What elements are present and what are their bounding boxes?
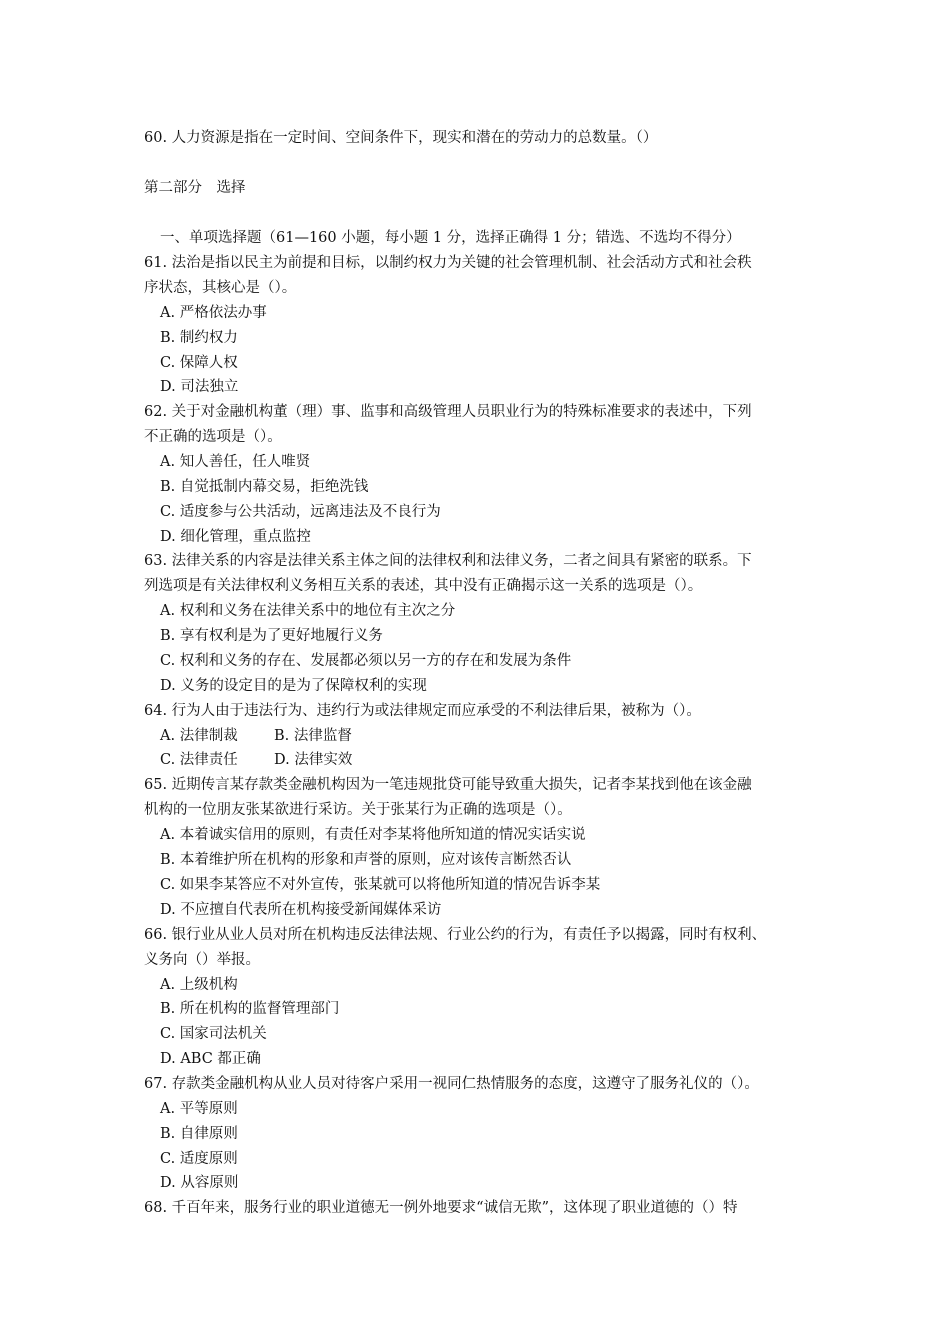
- question-63-option-d: D. 义务的设定目的是为了保障权利的实现: [160, 678, 427, 694]
- question-61-line-2: 序状态，其核心是（）。: [144, 280, 297, 296]
- question-61-option-a: A. 严格依法办事: [160, 305, 267, 321]
- question-67-line-1: 67. 存款类金融机构从业人员对待客户采用一视同仁热情服务的态度，这遵守了服务礼仪的（）。: [144, 1076, 759, 1092]
- question-61-option-b: B. 制约权力: [160, 330, 238, 346]
- question-65-option-b: B. 本着维护所在机构的形象和声誉的原则，应对该传言断然否认: [160, 852, 572, 868]
- question-63-line-1: 63. 法律关系的内容是法律关系主体之间的法律权利和法律义务，二者之间具有紧密的联系。下: [144, 553, 752, 569]
- question-68-line-1: 68. 千百年来，服务行业的职业道德无一例外地要求“诚信无欺”，这体现了职业道德的（）特: [144, 1200, 738, 1216]
- question-61-option-d: D. 司法独立: [160, 379, 239, 395]
- question-66-line-2: 义务向（）举报。: [144, 952, 260, 968]
- question-67-option-a: A. 平等原则: [160, 1101, 238, 1117]
- question-67-option-b: B. 自律原则: [160, 1126, 238, 1142]
- question-63-option-b: B. 享有权利是为了更好地履行义务: [160, 628, 383, 644]
- question-63-option-c: C. 权利和义务的存在、发展都必须以另一方的存在和发展为条件: [160, 653, 572, 669]
- question-64-line-1: 64. 行为人由于违法行为、违约行为或法律规定而应承受的不利法律后果，被称为（）。: [144, 703, 701, 719]
- question-62-option-b: B. 自觉抵制内幕交易，拒绝洗钱: [160, 479, 369, 495]
- question-66-line-1: 66. 银行业从业人员对所在机构违反法律法规、行业公约的行为，有责任予以揭露，同时有权利、: [144, 927, 767, 943]
- question-64-option-b: B. 法律监督: [274, 728, 352, 744]
- question-66-option-a: A. 上级机构: [160, 977, 238, 993]
- section-title: 第二部分 选择: [144, 180, 246, 196]
- question-64-option-d: D. 法律实效: [274, 752, 353, 768]
- question-62-option-c: C. 适度参与公共活动，远离违法及不良行为: [160, 504, 441, 520]
- question-65-option-d: D. 不应擅自代表所在机构接受新闻媒体采访: [160, 902, 442, 918]
- question-67-option-c: C. 适度原则: [160, 1151, 238, 1167]
- question-66-option-b: B. 所在机构的监督管理部门: [160, 1001, 340, 1017]
- question-62-line-2: 不正确的选项是（）。: [144, 429, 282, 445]
- question-64-option-c: C. 法律责任: [160, 752, 238, 768]
- question-62-option-d: D. 细化管理，重点监控: [160, 529, 311, 545]
- question-65-option-c: C. 如果李某答应不对外宣传，张某就可以将他所知道的情况告诉李某: [160, 877, 601, 893]
- question-62-line-1: 62. 关于对金融机构董（理）事、监事和高级管理人员职业行为的特殊标准要求的表述中，下列: [144, 404, 752, 420]
- question-65-line-1: 65. 近期传言某存款类金融机构因为一笔违规批贷可能导致重大损失，记者李某找到他在该金融: [144, 777, 752, 793]
- question-61-option-c: C. 保障人权: [160, 355, 238, 371]
- question-60: 60. 人力资源是指在一定时间、空间条件下，现实和潜在的劳动力的总数量。（）: [144, 130, 658, 146]
- question-61-line-1: 61. 法治是指以民主为前提和目标，以制约权力为关键的社会管理机制、社会活动方式和社会秩: [144, 255, 752, 271]
- question-63-line-2: 列选项是有关法律权利义务相互关系的表述，其中没有正确揭示这一关系的选项是（）。: [144, 578, 703, 594]
- question-64-option-a: A. 法律制裁: [160, 728, 238, 744]
- question-66-option-d: D. ABC 都正确: [160, 1051, 261, 1067]
- question-62-option-a: A. 知人善任，任人唯贤: [160, 454, 311, 470]
- question-65-line-2: 机构的一位朋友张某欲进行采访。关于张某行为正确的选项是（）。: [144, 802, 572, 818]
- question-63-option-a: A. 权利和义务在法律关系中的地位有主次之分: [160, 603, 456, 619]
- question-67-option-d: D. 从容原则: [160, 1175, 239, 1191]
- instruction: 一、单项选择题（61—160 小题，每小题 1 分，选择正确得 1 分；错选、不选均不得分）: [160, 230, 741, 246]
- question-65-option-a: A. 本着诚实信用的原则，有责任对李某将他所知道的情况实话实说: [160, 827, 586, 843]
- question-66-option-c: C. 国家司法机关: [160, 1026, 267, 1042]
